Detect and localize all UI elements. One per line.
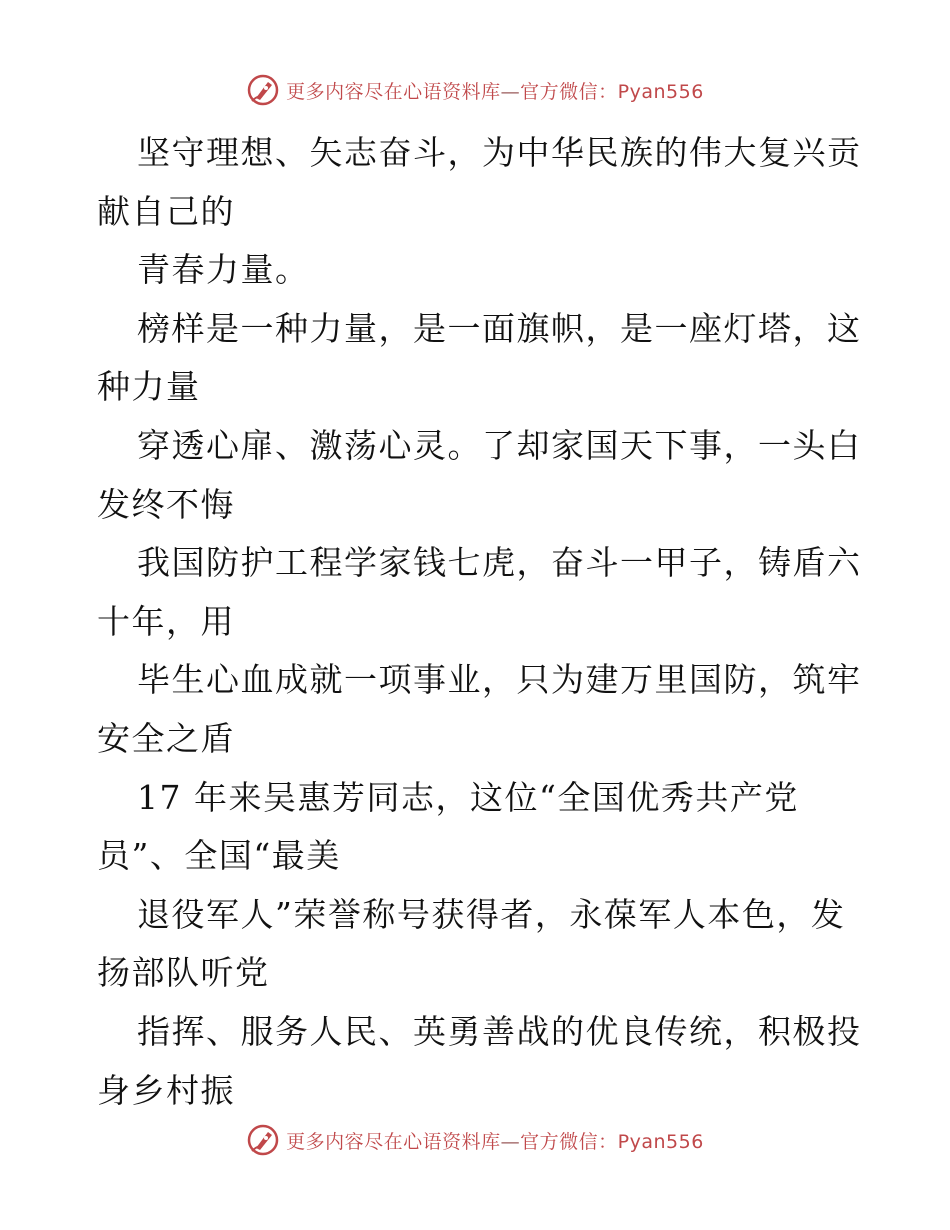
- document-body: [97, 124, 862, 1120]
- paragraph-line: 指挥、服务人民、英勇善战的优良传统，积极投: [137, 1011, 862, 1051]
- header-wechat-text: 官方微信：Pyan556: [520, 80, 704, 103]
- paragraph-line: 扬部队听党: [97, 953, 270, 993]
- paragraph-line: 我国防护工程学家钱七虎，奋斗一甲子，铸盾六: [137, 543, 862, 583]
- paragraph-line: 十年，用: [97, 601, 235, 641]
- header-site-text: 更多内容尽在心语资料库: [286, 80, 501, 103]
- header-watermark: [0, 70, 950, 110]
- footer-separator: —: [500, 1130, 521, 1153]
- paragraph-line: 安全之盾: [97, 718, 235, 758]
- paragraph-line: 青春力量。: [137, 250, 310, 290]
- header-separator: —: [500, 80, 521, 103]
- footer-site-text: 更多内容尽在心语资料库: [286, 1130, 501, 1153]
- logo-icon: [246, 1123, 280, 1157]
- paragraph-line: 员”、全国“最美: [97, 836, 341, 876]
- paragraph-line: 献自己的: [97, 191, 235, 231]
- logo-icon: [246, 73, 280, 107]
- paragraph-line: 发终不悔: [97, 484, 235, 524]
- paragraph-line: 退役军人”荣誉称号获得者，永葆军人本色，发: [137, 894, 846, 934]
- paragraph-line: 毕生心血成就一项事业，只为建万里国防，筑牢: [137, 660, 862, 700]
- paragraph-line: 身乡村振: [97, 1070, 235, 1110]
- paragraph-line: 榜样是一种力量，是一面旗帜，是一座灯塔，这: [137, 308, 862, 348]
- paragraph-line: 穿透心扉、激荡心灵。了却家国天下事，一头白: [137, 425, 862, 465]
- footer-watermark: [0, 1120, 950, 1160]
- paragraph-line: 17 年来吴惠芳同志，这位“全国优秀共产党: [137, 777, 799, 817]
- paragraph-line: 坚守理想、矢志奋斗，为中华民族的伟大复兴贡: [137, 133, 862, 172]
- footer-wechat-text: 官方微信：Pyan556: [520, 1130, 704, 1153]
- paragraph-line: 种力量: [97, 367, 201, 407]
